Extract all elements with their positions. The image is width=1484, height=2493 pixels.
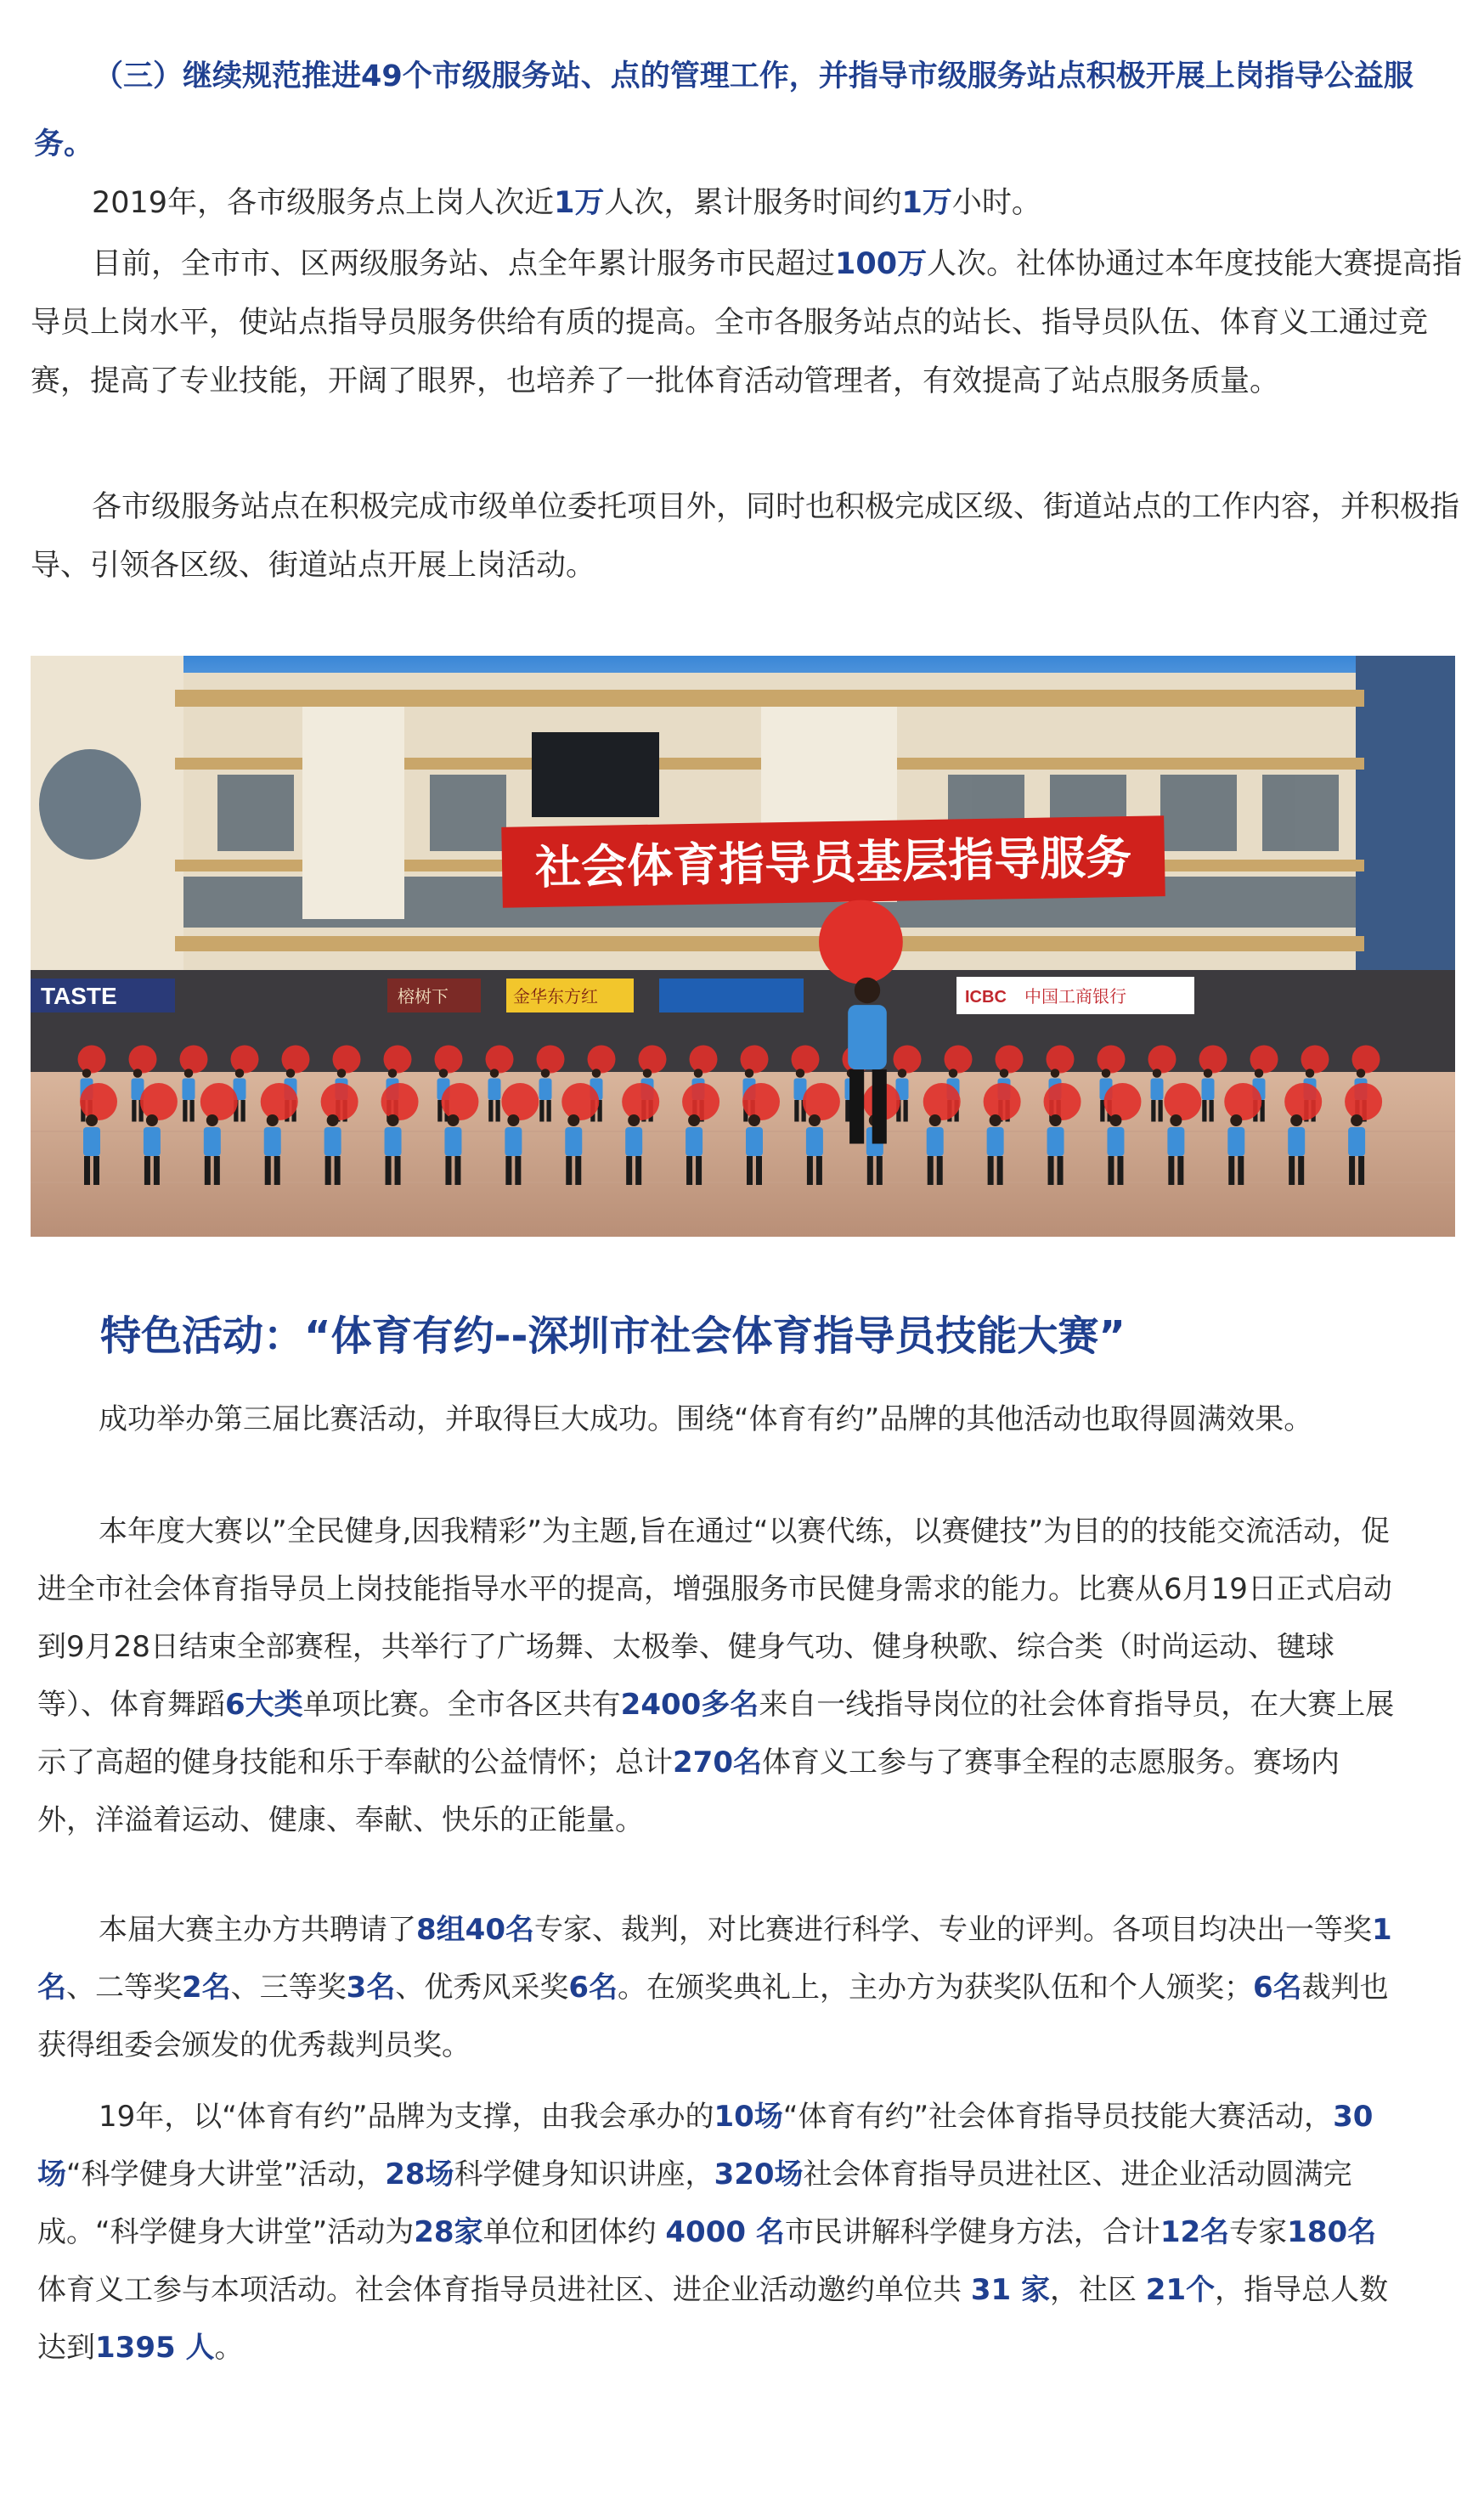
highlight-number: 10场: [714, 2100, 783, 2134]
text-run: “体育有约”社会体育指导员技能大赛活动，: [782, 2100, 1334, 2134]
paragraph-text: [37, 2088, 1397, 2377]
text-run: 目前，全市市、区两级服务站、点全年累计服务市民超过: [92, 247, 836, 281]
text-run: 专家、裁判，对比赛进行科学、专业的评判。各项目均决出一等奖: [533, 1913, 1372, 1947]
top-paragraph-3: [31, 478, 1466, 595]
highlight-number: 1万: [901, 186, 952, 220]
highlight-number: 320场: [714, 2157, 804, 2191]
highlight-number: 30场: [37, 2100, 1374, 2191]
text-run: ，社区: [1049, 2273, 1146, 2307]
highlight-number: 2名: [182, 1971, 231, 2005]
text-run: 2019年，各市级服务点上岗人次近: [92, 186, 555, 220]
feature-paragraph-3: [37, 1901, 1397, 2074]
highlight-number: 100万: [835, 247, 928, 281]
feature-heading: 特色活动：“体育有约--深圳市社会体育指导员技能大赛”: [100, 1312, 1126, 1360]
feature-paragraph-2: [37, 1503, 1397, 1849]
highlight-number: 12名: [1160, 2215, 1230, 2249]
highlight-number: 31 家: [970, 2273, 1050, 2307]
shop-sign-0: TASTE: [41, 983, 117, 1009]
shop-sign-1: 榕树下: [398, 986, 449, 1007]
highlight-number: 270名: [673, 1746, 762, 1780]
paragraph-text: [31, 174, 1466, 233]
section-heading: （三）继续规范推进49个市级服务站、点的管理工作，并指导市级服务站点积极开展上岗指导公益服务。: [34, 59, 1413, 161]
shop-sign-2: 金华东方红: [513, 986, 598, 1007]
highlight-number: 6大类: [225, 1688, 303, 1722]
text-run: ，指导总人数达到: [37, 2273, 1389, 2365]
highlight-number: 21个: [1145, 2273, 1216, 2307]
text-run: 市民讲解科学健身方法，合计: [784, 2215, 1160, 2249]
text-run: 小时。: [951, 186, 1041, 220]
highlight-number: 180名: [1287, 2215, 1377, 2249]
shop-sign-4: 中国工商银行: [1024, 986, 1126, 1007]
highlight-number: 1万: [554, 186, 605, 220]
highlight-number: 1395 人: [95, 2331, 215, 2365]
text-run: 本届大赛主办方共聘请了: [99, 1913, 416, 1947]
text-run: 成功举办第三届比赛活动，并取得巨大成功。围绕“体育有约”品牌的其他活动也取得圆满效果。: [99, 1402, 1313, 1436]
highlight-number: 3名: [346, 1971, 396, 2005]
shop-sign-3: ICBC: [965, 988, 1007, 1007]
text-run: 19年，以“体育有约”品牌为支撑，由我会承办的: [99, 2100, 714, 2134]
text-run: 。在颁奖典礼上，主办方为获奖队伍和个人颁奖；: [618, 1971, 1254, 2005]
text-run: 专家: [1229, 2215, 1288, 2249]
feature-paragraph-4: [37, 2088, 1397, 2377]
highlight-number: 4000 名: [665, 2215, 785, 2249]
text-run: 、二等奖: [66, 1971, 182, 2005]
top-paragraph-2: [31, 235, 1466, 411]
text-run: 人次。社体协通过本年度技能大赛提高指导员上岗水平，使站点指导员服务供给有质的提高。全市各服务站点的站长、指导员队伍、体育义工通过竞赛，提高了专业技能，开阔了眼界，也培养了一批体育活动管理者，有效提高了站点服务质量。: [31, 247, 1463, 398]
text-run: 本年度大赛以”全民健身,因我精彩”为主题,旨在通过“以赛代练，以赛健技”为目的的技能交流活动，促进全市社会体育指导员上岗技能指导水平的提高，增强服务市民健身需求的能力。比赛从6月19日正式启动到9月28日结束全部赛程，共举行了广场舞、太极拳、健身气功、健身秧歌、综合类（时尚运动、毽球等）、体育舞蹈: [37, 1514, 1392, 1722]
event-photo: [31, 656, 1455, 1237]
highlight-number: 28家: [414, 2215, 483, 2249]
text-run: 科学健身知识讲座，: [454, 2157, 714, 2191]
text-run: 体育义工参与了赛事全程的志愿服务。赛场内外，洋溢着运动、健康、奉献、快乐的正能量。: [37, 1746, 1340, 1837]
text-run: 人次，累计服务时间约: [604, 186, 902, 220]
highlight-number: 6名: [1253, 1971, 1302, 2005]
highlight-number: 2400多名: [620, 1688, 759, 1722]
highlight-number: 6名: [568, 1971, 618, 2005]
top-paragraph-1: [31, 174, 1466, 233]
text-run: 。: [214, 2331, 244, 2365]
banner-text: 社会体育指导员基层指导服务: [534, 830, 1132, 895]
text-run: 、优秀风采奖: [395, 1971, 569, 2005]
highlight-number: 28场: [385, 2157, 454, 2191]
highlight-number: 1名: [37, 1913, 1392, 2005]
highlight-number: 8组40名: [416, 1913, 534, 1947]
text-run: 各市级服务站点在积极完成市级单位委托项目外，同时也积极完成区级、街道站点的工作内容，并积极指导、引领各区级、街道站点开展上岗活动。: [31, 490, 1460, 583]
paragraph-text: [37, 1390, 1397, 1448]
text-run: 来自一线指导岗位的社会体育指导员，在大赛上展示了高超的健身技能和乐于奉献的公益情怀；总计: [37, 1688, 1395, 1780]
event-photo-illustration: [31, 656, 1455, 1237]
paragraph-text: [31, 235, 1466, 411]
text-run: 社会体育指导员进社区、进企业活动圆满完成。“科学健身大讲堂”活动为: [37, 2157, 1352, 2249]
text-run: 裁判也获得组委会颁发的优秀裁判员奖。: [37, 1971, 1389, 2062]
feature-paragraph-1: [37, 1390, 1397, 1448]
text-run: 、三等奖: [230, 1971, 347, 2005]
text-run: 单项比赛。全市各区共有: [302, 1688, 621, 1722]
paragraph-text: [31, 478, 1466, 595]
paragraph-text: [37, 1503, 1397, 1849]
text-run: 单位和团体约: [482, 2215, 666, 2249]
text-run: 体育义工参与本项活动。社会体育指导员进社区、进企业活动邀约单位共: [37, 2273, 971, 2307]
paragraph-text: [37, 1901, 1397, 2074]
text-run: “科学健身大讲堂”活动，: [66, 2157, 386, 2191]
